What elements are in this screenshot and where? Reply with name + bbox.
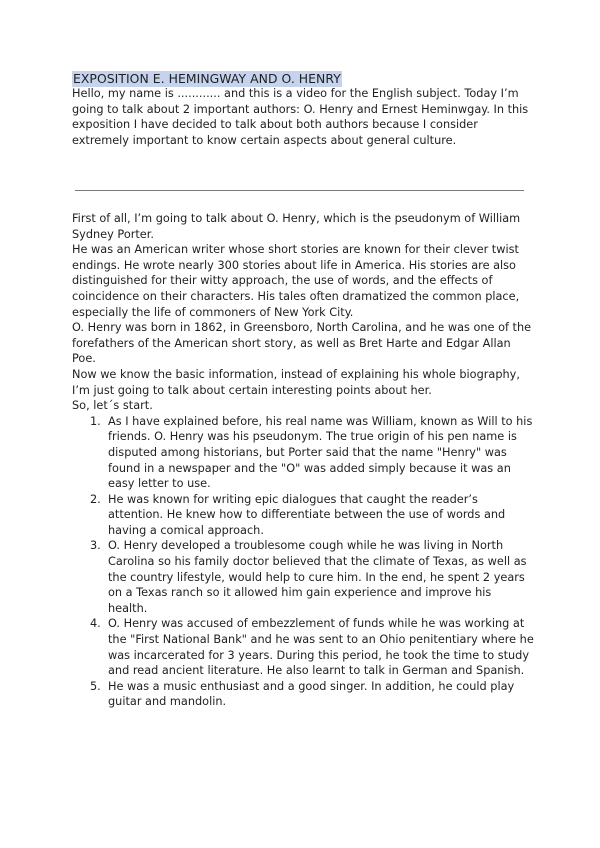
list-item-text: O. Henry developed a troublesome cough while he was living in North Carolina so his family doctor believed that the climate of Texas, as well as the country lifestyle, would help to cure him. In the end, he spent 2 years on a Texas ranch so it allowed him gain experience and improve his health. [108,539,527,615]
body-paragraph-4: Now we know the basic information, instead of explaining his whole biography, I’m just going to talk about certain interesting points about her. [72,367,520,397]
intro-paragraph: Hello, my name is ............ and this is a video for the English subject. Today I’m going to talk about 2 important authors: O. Henry and Ernest Heminwgay. In this exposition I have decided to talk about both authors because I consider extremely important to know certain aspects about general culture. [72,87,529,147]
list-item [72,414,534,492]
list-item-text: As I have explained before, his real name was William, known as Will to his friends. O. Henry was his pseudonym. The true origin of his pen name is disputed among historians, but Porter said that the name "Henry" was found in a newspaper and the "O" was added simply because it was an easy letter to use. [108,414,533,491]
body-paragraph-3: O. Henry was born in 1862, in Greensboro, North Carolina, and he was one of the forefathers of the American short story, as well as Bret Harte and Edgar Allan Poe. [72,321,532,366]
list-item [72,538,534,616]
list-item-number: 4. [90,617,101,631]
intro-section [72,86,532,148]
list-item-text: He was a music enthusiast and a good singer. In addition, he could play guitar and mandolin. [108,679,515,709]
body-paragraph-2: He was an American writer whose short stories are known for their clever twist endings. He wrote nearly 300 stories about life in America. His stories are also distinguished for their witty approach, the use of words, and the effects of coincidence on their characters. His tales often dramatized the common place, especially the life of commoners of New York City. [72,243,520,319]
list-item-number: 5. [90,679,101,693]
list-item-text: O. Henry was accused of embezzlement of funds while he was working at the "First National Bank" and he was sent to an Ohio penitentiary where he was incarcerated for 3 years. During this period, he took the time to study and read ancient literature. He also learnt to talk in German and Spanish. [108,617,534,678]
list-item-number: 3. [90,539,101,553]
list-item [72,492,534,539]
body-paragraph-5: So, let´s start. [72,399,153,413]
list-item-number: 2. [90,492,101,506]
horizontal-divider [75,190,524,191]
list-item [72,616,534,678]
facts-list [72,414,534,710]
list-item-number: 1. [90,414,101,428]
list-item [72,679,534,710]
list-item-text: He was known for writing epic dialogues that caught the reader’s attention. He knew how to differentiate between the use of words and having a comical approach. [108,492,506,537]
body-section [72,211,534,710]
document-title: EXPOSITION E. HEMINGWAY AND O. HENRY [73,71,341,86]
body-paragraph-1: First of all, I’m going to talk about O. Henry, which is the pseudonym of William Sydney Porter. [72,212,521,241]
